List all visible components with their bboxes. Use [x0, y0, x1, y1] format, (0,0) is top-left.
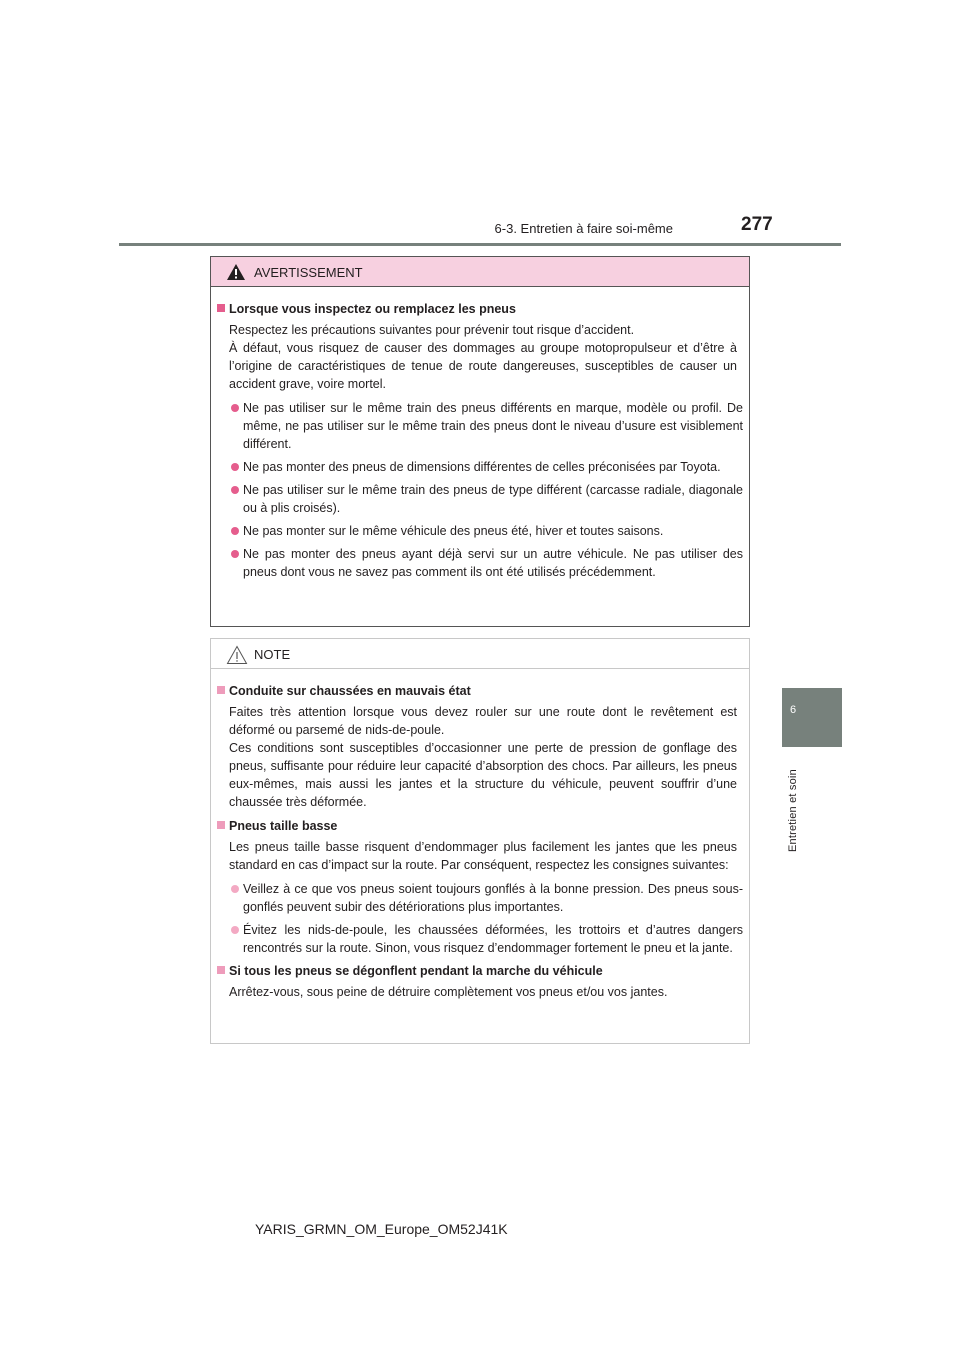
note-section-title: Si tous les pneus se dégonflent pendant la marche du véhicule — [217, 962, 743, 980]
warning-intro: Respectez les précautions suivantes pour prévenir tout risque d’accident. À défaut, vous risquez de causer des dommages au groupe motopropulseur et d’être à l’origine de caractéristiques de tenue de route dangereuses, susceptibles de causer un accident grave, voire mortel. — [229, 323, 737, 391]
warning-box — [210, 256, 750, 627]
round-bullet-icon — [231, 550, 239, 558]
warning-bullet: Ne pas monter des pneus de dimensions différentes de celles préconisées par Toyota. — [217, 458, 743, 476]
note-box — [210, 638, 750, 1044]
round-bullet-icon — [231, 885, 239, 893]
note-paragraph: Faites très attention lorsque vous devez rouler sur une route dont le revêtement est déformé ou parsemé de nids-de-poule. Ces conditions sont susceptibles d’occasionner une perte de pression de gonflage des pneus, suffisante pour réduire leur capacité d’absorption des chocs. Par ailleurs, les pneus eux-mêmes, mais aussi les jantes et la structure du véhicule, peuvent souffrir d’une chaussée très déformée. — [229, 705, 737, 809]
warning-section-title: Lorsque vous inspectez ou remplacez les pneus — [217, 300, 743, 318]
warning-bullet: Ne pas utiliser sur le même train des pneus de type différent (carcasse radiale, diagonale ou à plis croisés). — [217, 481, 743, 517]
round-bullet-icon — [231, 527, 239, 535]
note-title: NOTE — [254, 647, 291, 662]
square-bullet-icon — [217, 821, 225, 829]
chapter-label-text: Entretien et soin — [787, 769, 799, 852]
note-section-title: Pneus taille basse — [217, 817, 743, 835]
warning-bullet: Ne pas utiliser sur le même train des pneus différents en marque, modèle ou profil. De même, ne pas utiliser sur le même train des pneus dont le niveau d’usure est visiblement différent. — [217, 399, 743, 453]
note-section-title: Conduite sur chaussées en mauvais état — [217, 682, 743, 700]
round-bullet-icon — [231, 926, 239, 934]
chapter-label — [787, 758, 802, 868]
chapter-tab — [782, 688, 842, 747]
warning-bullet: Ne pas monter sur le même véhicule des pneus été, hiver et toutes saisons. — [217, 522, 743, 540]
round-bullet-icon — [231, 486, 239, 494]
warning-icon — [226, 263, 246, 281]
warning-bullet: Ne pas monter des pneus ayant déjà servi sur un autre véhicule. Ne pas utiliser des pneus dont vous ne savez pas comment ils ont été utilisés précédemment. — [217, 545, 743, 581]
page-number: 277 — [741, 214, 773, 235]
square-bullet-icon — [217, 966, 225, 974]
square-bullet-icon — [217, 304, 225, 312]
section-heading: 6-3. Entretien à faire soi-même — [494, 221, 673, 236]
square-bullet-icon — [217, 686, 225, 694]
note-paragraph: Les pneus taille basse risquent d’endommager plus facilement les jantes que les pneus standard en cas d’impact sur la route. Par conséquent, respectez les consignes suivantes: — [229, 840, 737, 872]
round-bullet-icon — [231, 463, 239, 471]
header-rule — [119, 243, 841, 246]
warning-header — [211, 257, 749, 287]
chapter-number: 6 — [790, 704, 797, 716]
note-bullet: Veillez à ce que vos pneus soient toujours gonflés à la bonne pression. Des pneus sous-gonflés peuvent subir des détériorations plus importantes. — [217, 880, 743, 916]
caution-icon — [226, 645, 248, 665]
note-header — [211, 639, 749, 669]
warning-content — [211, 287, 749, 581]
warning-title: AVERTISSEMENT — [254, 265, 363, 280]
note-paragraph: Arrêtez-vous, sous peine de détruire complètement vos pneus et/ou vos jantes. — [229, 985, 668, 999]
document-code: YARIS_GRMN_OM_Europe_OM52J41K — [255, 1221, 508, 1237]
note-content — [211, 669, 749, 1001]
round-bullet-icon — [231, 404, 239, 412]
note-bullet: Évitez les nids-de-poule, les chaussées déformées, les trottoirs et d’autres dangers rencontrés sur la route. Sinon, vous risquez d’endommager fortement le pneu et la jante. — [217, 921, 743, 957]
